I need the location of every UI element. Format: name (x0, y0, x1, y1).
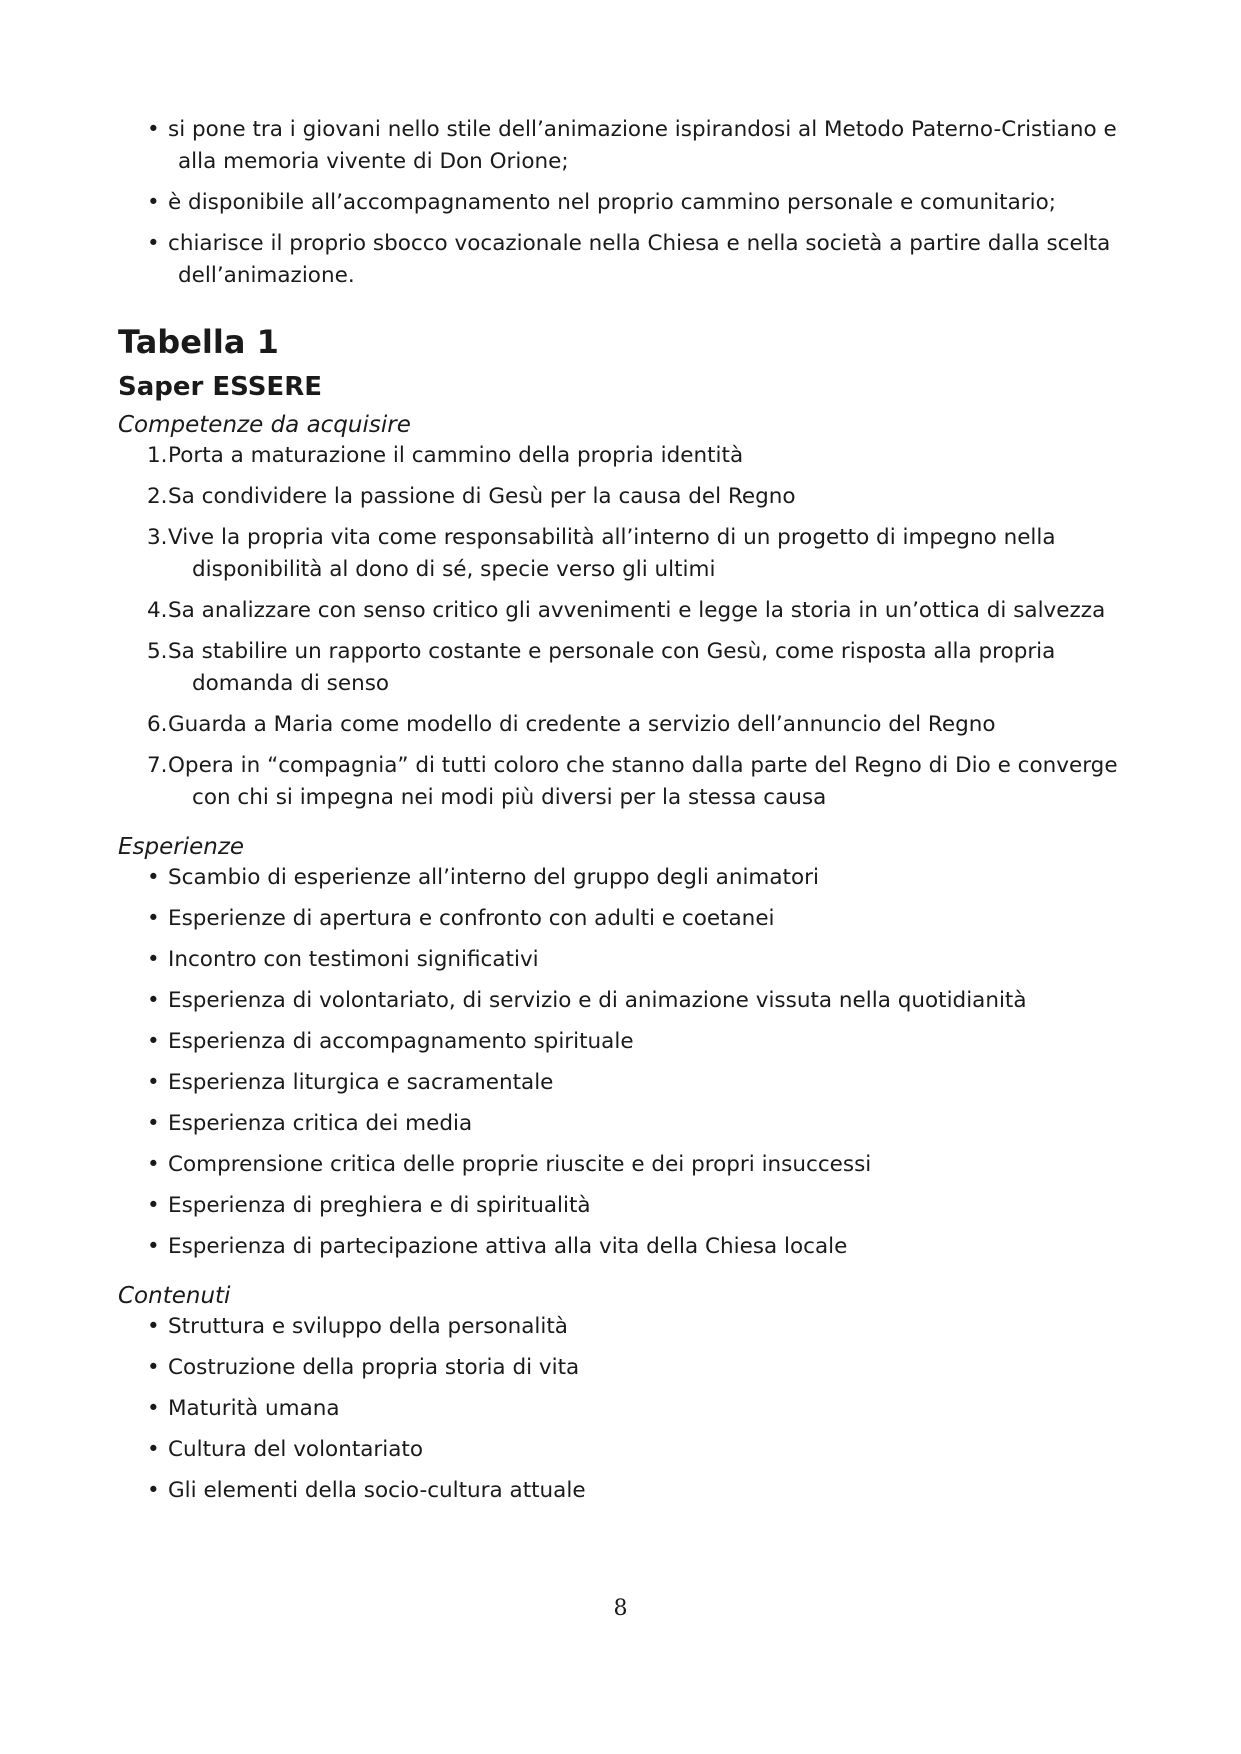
list-item (118, 750, 1128, 814)
item-number: 5. (147, 639, 168, 664)
bullet-icon: • (147, 1314, 160, 1339)
list-item (118, 862, 1128, 894)
bullet-icon: • (147, 1478, 160, 1503)
list-item-text: Maturità umana (168, 1396, 340, 1421)
contenuti-list (118, 1311, 1128, 1507)
list-item-text: si pone tra i giovani nello stile dell’animazione ispirandosi al Metodo Paterno-Cristiano e alla memoria vivente di Don Orione; (168, 117, 1117, 174)
list-item (118, 440, 1128, 472)
list-item-text: Struttura e sviluppo della personalità (168, 1314, 568, 1339)
item-number: 2. (147, 484, 168, 509)
list-item-text: Esperienza liturgica e sacramentale (168, 1070, 554, 1095)
list-item-text: Comprensione critica delle proprie riuscite e dei propri insuccessi (168, 1152, 872, 1177)
list-item (118, 595, 1128, 627)
page-number: 8 (613, 1596, 628, 1621)
list-item (118, 1108, 1128, 1140)
list-item-text: Scambio di esperienze all’interno del gruppo degli animatori (168, 865, 819, 890)
esperienze-heading: Esperienze (118, 834, 245, 860)
bullet-icon: • (147, 1029, 160, 1054)
list-item-text: Esperienza critica dei media (168, 1111, 473, 1136)
list-item (118, 1067, 1128, 1099)
list-item-text: è disponibile all’accompagnamento nel proprio cammino personale e comunitario; (168, 190, 1056, 215)
bullet-icon: • (147, 1437, 160, 1462)
item-number: 1. (147, 443, 168, 468)
list-item (118, 1231, 1128, 1263)
list-item (118, 1393, 1128, 1425)
item-number: 4. (147, 598, 168, 623)
list-item-text: Esperienza di volontariato, di servizio e di animazione vissuta nella quotidianità (168, 988, 1027, 1013)
list-item (118, 1434, 1128, 1466)
bullet-icon: • (147, 988, 160, 1013)
list-item (118, 1149, 1128, 1181)
competenze-list (118, 440, 1128, 814)
page-content (118, 114, 1128, 1516)
list-item (118, 944, 1128, 976)
bullet-icon: • (147, 1396, 160, 1421)
bullet-icon: • (147, 1234, 160, 1259)
bullet-icon: • (147, 1152, 160, 1177)
list-item (118, 903, 1128, 935)
list-item-text: Esperienza di preghiera e di spiritualità (168, 1193, 591, 1218)
contenuti-heading: Contenuti (118, 1283, 231, 1309)
list-item (118, 1352, 1128, 1384)
bullet-icon: • (147, 1355, 160, 1380)
list-item (118, 636, 1128, 700)
list-item (118, 187, 1128, 219)
bullet-icon: • (147, 947, 160, 972)
intro-bullet-list (118, 114, 1128, 292)
bullet-icon: • (147, 1111, 160, 1136)
list-item-text: chiarisce il proprio sbocco vocazionale nella Chiesa e nella società a partire dalla scelta dell’animazione. (168, 231, 1111, 288)
list-item (118, 114, 1128, 178)
list-item-text: Costruzione della propria storia di vita (168, 1355, 580, 1380)
list-item-text: Esperienza di accompagnamento spirituale (168, 1029, 634, 1054)
list-item (118, 985, 1128, 1017)
list-item-text: Vive la propria vita come responsabilità all’interno di un progetto di impegno nella disponibilità al dono di sé, specie verso gli ultimi (168, 525, 1056, 582)
table-title: Tabella 1 (118, 323, 279, 361)
section-title: Saper ESSERE (118, 372, 322, 402)
list-item-text: Opera in “compagnia” di tutti coloro che stanno dalla parte del Regno di Dio e converge con chi si impegna nei modi più diversi per la stessa causa (168, 753, 1118, 810)
list-item (118, 1475, 1128, 1507)
item-number: 7. (147, 753, 168, 778)
bullet-icon: • (147, 906, 160, 931)
list-item (118, 1311, 1128, 1343)
list-item (118, 228, 1128, 292)
list-item (118, 1190, 1128, 1222)
bullet-icon: • (147, 1193, 160, 1218)
item-number: 6. (147, 712, 168, 737)
item-number: 3. (147, 525, 168, 550)
bullet-icon: • (147, 231, 160, 256)
bullet-icon: • (147, 190, 160, 215)
list-item-text: Porta a maturazione il cammino della propria identità (168, 443, 744, 468)
competenze-heading: Competenze da acquisire (118, 412, 411, 438)
list-item-text: Esperienze di apertura e confronto con adulti e coetanei (168, 906, 775, 931)
bullet-icon: • (147, 117, 160, 142)
list-item-text: Guarda a Maria come modello di credente a servizio dell’annuncio del Regno (168, 712, 996, 737)
bullet-icon: • (147, 1070, 160, 1095)
list-item (118, 1026, 1128, 1058)
esperienze-list (118, 862, 1128, 1263)
list-item (118, 709, 1128, 741)
list-item (118, 481, 1128, 513)
list-item-text: Cultura del volontariato (168, 1437, 424, 1462)
list-item-text: Sa condividere la passione di Gesù per la causa del Regno (168, 484, 796, 509)
bullet-icon: • (147, 865, 160, 890)
list-item-text: Sa stabilire un rapporto costante e personale con Gesù, come risposta alla propria domanda di senso (168, 639, 1056, 696)
list-item-text: Gli elementi della socio-cultura attuale (168, 1478, 586, 1503)
list-item-text: Sa analizzare con senso critico gli avvenimenti e legge la storia in un’ottica di salvezza (168, 598, 1106, 623)
list-item (118, 522, 1128, 586)
list-item-text: Incontro con testimoni significativi (168, 947, 539, 972)
list-item-text: Esperienza di partecipazione attiva alla vita della Chiesa locale (168, 1234, 848, 1259)
